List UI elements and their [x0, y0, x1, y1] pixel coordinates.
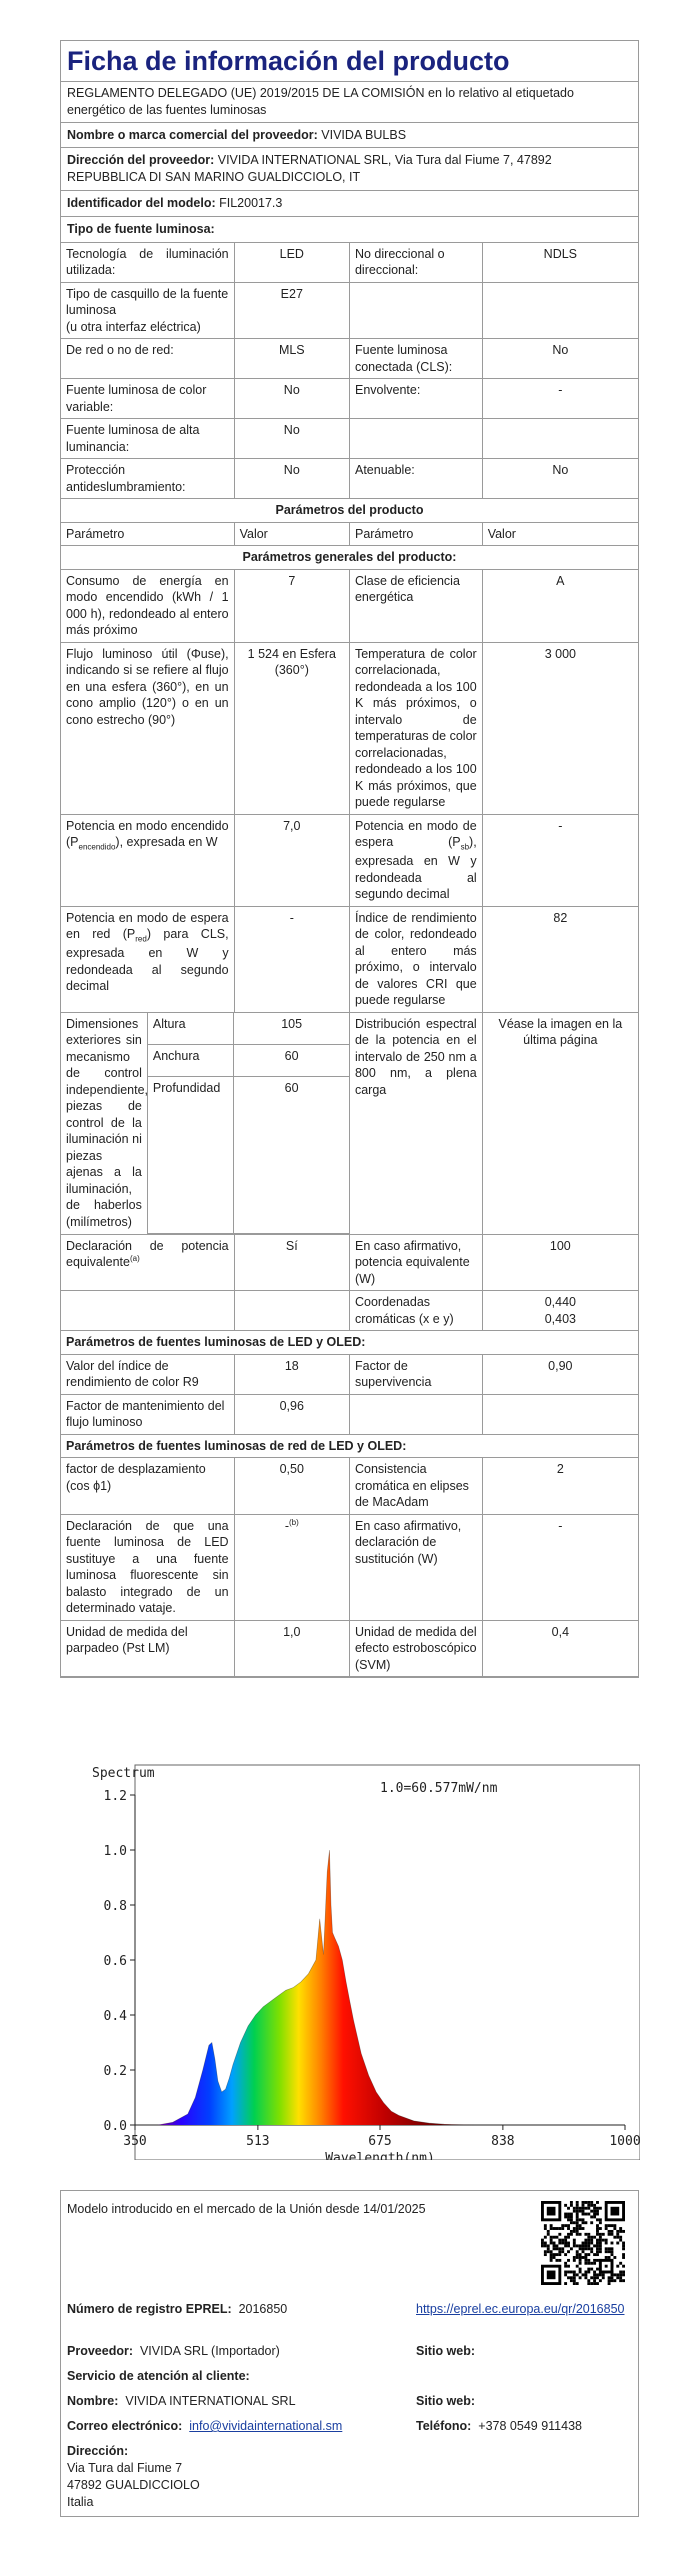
equiv-value: Sí — [234, 1234, 349, 1291]
width-value: 60 — [234, 1044, 349, 1076]
service-name-label: Nombre: — [67, 2394, 119, 2408]
tech-label: Tecnología de iluminación utilizada: — [61, 242, 234, 282]
source-type-heading — [61, 216, 638, 242]
pnet-label-b: ) para CLS, expresada en W y redondeada al segundo decimal — [66, 927, 229, 994]
led-params-title: Parámetros de fuentes luminosas de LED y OLED: — [61, 1331, 638, 1355]
mains-label: De red o no de red: — [61, 339, 234, 379]
maint-value: 0,96 — [234, 1394, 349, 1434]
equiv-w-label: En caso afirmativo, potencia equivalente (W) — [349, 1234, 482, 1291]
pnet-value: - — [234, 906, 349, 1012]
y-tick-label: 0.2 — [103, 2064, 127, 2079]
disp-label: factor de desplazamiento (cos ϕ1) — [61, 1458, 234, 1515]
table-row — [61, 1394, 638, 1434]
table-row — [61, 459, 638, 499]
tech-value: LED — [234, 242, 349, 282]
pnet-label — [61, 906, 234, 1012]
disp-value: 0,50 — [234, 1458, 349, 1515]
strobo-value: 0,4 — [482, 1620, 638, 1677]
address-line2: 47892 GUALDICCIOLO — [67, 2477, 200, 2492]
flicker-label: Unidad de medida del parpadeo (Pst LM) — [61, 1620, 234, 1677]
macadam-label: Consistencia cromática en elipses de MacAdam — [349, 1458, 482, 1515]
dim-value: No — [482, 459, 638, 499]
mains-led-params-title: Parámetros de fuentes luminosas de red de LED y OLED: — [61, 1434, 638, 1458]
cap-value: E27 — [234, 282, 349, 339]
email-label: Correo electrónico: — [67, 2419, 183, 2433]
eprel-link[interactable]: https://eprel.ec.europa.eu/qr/2016850 — [416, 2302, 625, 2316]
footer-supplier-label: Proveedor: — [67, 2344, 133, 2358]
surv-label: Factor de supervivencia — [349, 1354, 482, 1394]
pnet-label-a: Potencia en modo de espera en red (P — [66, 910, 229, 942]
email-link[interactable]: info@vividainternational.sm — [189, 2419, 343, 2433]
phone-value: +378 0549 911438 — [478, 2419, 582, 2433]
supplier-address-row — [61, 147, 638, 190]
psb-value: - — [482, 814, 638, 906]
empty-cell — [349, 1394, 482, 1434]
service-web-label — [416, 2393, 475, 2410]
x-axis-label: Wavelength(nm) — [325, 2151, 435, 2160]
glare-value: No — [234, 459, 349, 499]
cap-label-note: (u otra interfaz eléctrica) — [66, 319, 201, 334]
email-row — [67, 2418, 342, 2435]
table-row — [61, 1434, 638, 1458]
spectrum-area — [158, 1850, 475, 2125]
table-row — [61, 546, 638, 570]
table-row — [61, 1458, 638, 1515]
table-row — [61, 339, 638, 379]
source-type-table — [61, 242, 638, 1678]
psb-label-b: ), expresada en W y redondeada al segundo decimal — [354, 835, 477, 902]
service-name-row — [67, 2393, 296, 2410]
x-tick-label: 675 — [368, 2134, 392, 2149]
empty-cell — [61, 1291, 234, 1331]
market-intro-text: Modelo introducido en el mercado de la Unión desde 14/01/2025 — [67, 2202, 426, 2216]
pon-label-b: ), expresada en W — [115, 835, 218, 850]
energy-label: Consumo de energía en modo encendido (kWh / 1 000 h), redondeado al entero más próximo — [61, 569, 234, 642]
chart-marks — [158, 1850, 475, 2125]
table-row — [61, 1354, 638, 1394]
y-tick-label: 0.0 — [103, 2119, 127, 2134]
dims-table — [61, 1013, 349, 1234]
y-tick-label: 1.2 — [103, 1789, 127, 1804]
source-type-heading-text: Tipo de fuente luminosa: — [67, 222, 215, 236]
page-title: Ficha de información del producto — [67, 46, 510, 76]
model-id-label: Identificador del modelo: — [67, 196, 216, 211]
model-id-value: FIL20017.3 — [219, 196, 283, 211]
env-label: Envolvente: — [349, 379, 482, 419]
depth-label: Profundidad — [147, 1076, 233, 1233]
chroma-y: 0,403 — [544, 1311, 576, 1326]
flux-value: 1 524 en Esfera (360°) — [234, 642, 349, 814]
colour-label: Fuente luminosa de color variable: — [61, 379, 234, 419]
cri-value: 82 — [482, 906, 638, 1012]
y-tick-label: 0.6 — [103, 1954, 127, 1969]
table-row — [61, 419, 638, 459]
spd-value: Véase la imagen en la última página — [482, 1012, 638, 1234]
footer-supplier-row — [67, 2343, 280, 2360]
table-row — [61, 814, 638, 906]
table-row — [61, 906, 638, 1012]
empty-cell — [482, 282, 638, 339]
cap-label-text: Tipo de casquillo de la fuente luminosa — [66, 286, 229, 318]
table-row — [61, 1291, 638, 1331]
pnet-sub: red — [135, 934, 147, 944]
col-param-header: Parámetro — [61, 522, 234, 546]
class-value: A — [482, 569, 638, 642]
y-tick-label: 0.8 — [103, 1899, 127, 1914]
hl-value: No — [234, 419, 349, 459]
psb-label — [349, 814, 482, 906]
equiv-label — [61, 1234, 234, 1291]
dims-label: Dimensiones exteriores sin mecanismo de control independiente, piezas de control de la iluminación ni piezas ajenas a la iluminación, de haberlos (milímetros) — [61, 1013, 147, 1234]
dims-cell — [61, 1012, 349, 1234]
table-row — [61, 1514, 638, 1620]
chart-annotation: 1.0=60.577mW/nm — [380, 1781, 498, 1796]
eprel-label: Número de registro EPREL: — [67, 2302, 232, 2316]
pon-label — [61, 814, 234, 906]
pon-label-a: Potencia en modo encendido (P — [66, 818, 229, 850]
colour-value: No — [234, 379, 349, 419]
table-row — [61, 569, 638, 642]
spectrum-chart — [80, 1760, 640, 2160]
customer-service-heading — [67, 2368, 250, 2385]
equiv-label-text: Declaración de potencia equivalente — [66, 1238, 229, 1270]
regulation-text: REGLAMENTO DELEGADO (UE) 2019/2015 DE LA COMISIÓN en lo relativo al etiquetado energético de las fuentes luminosas — [61, 81, 638, 122]
cap-label — [61, 282, 234, 339]
macadam-value: 2 — [482, 1458, 638, 1515]
repl-w-label: En caso afirmativo, declaración de sustitución (W) — [349, 1514, 482, 1620]
cls-value: No — [482, 339, 638, 379]
cct-value: 3 000 — [482, 642, 638, 814]
empty-cell — [234, 1291, 349, 1331]
x-tick-label: 513 — [246, 2134, 270, 2149]
col-param-header: Parámetro — [349, 522, 482, 546]
flicker-value: 1,0 — [234, 1620, 349, 1677]
table-row — [61, 242, 638, 282]
table-row — [61, 642, 638, 814]
footer-info-box — [60, 2190, 639, 2517]
dim-label: Atenuable: — [349, 459, 482, 499]
psb-sub: sb — [460, 842, 470, 852]
table-row — [61, 1620, 638, 1677]
r9-value: 18 — [234, 1354, 349, 1394]
footer-web-label-text: Sitio web: — [416, 2344, 476, 2358]
empty-cell — [349, 282, 482, 339]
col-value-header: Valor — [234, 522, 349, 546]
supplier-name-row — [61, 122, 638, 148]
equiv-footnote: (a) — [129, 1254, 140, 1264]
supplier-address-label: Dirección del proveedor: — [67, 153, 215, 168]
glare-label: Protección antideslumbramiento: — [61, 459, 234, 499]
footer-supplier-value: VIVIDA SRL (Importador) — [139, 2344, 280, 2358]
empty-cell — [349, 419, 482, 459]
psb-label-a: Potencia en modo de espera (P — [354, 818, 477, 850]
service-web-label-text: Sitio web: — [416, 2394, 476, 2408]
repl-value-text: - — [284, 1519, 289, 1534]
nondir-label: No direccional o direccional: — [349, 242, 482, 282]
cri-label: Índice de rendimiento de color, redondeado al entero más próximo, o intervalo de valores CRI que puede regularse — [349, 906, 482, 1012]
supplier-name-label: Nombre o marca comercial del proveedor: — [67, 127, 318, 142]
repl-w-value: - — [482, 1514, 638, 1620]
energy-value: 7 — [234, 569, 349, 642]
cls-label: Fuente luminosa conectada (CLS): — [349, 339, 482, 379]
spd-label: Distribución espectral de la potencia en el intervalo de 250 nm a 800 nm, a plena carga — [349, 1012, 482, 1234]
equiv-w-value: 100 — [482, 1234, 638, 1291]
table-row — [61, 522, 638, 546]
eprel-value: 2016850 — [238, 2302, 288, 2316]
repl-value — [234, 1514, 349, 1620]
depth-value: 60 — [234, 1076, 349, 1233]
address-line3: Italia — [67, 2494, 94, 2509]
address-line1: Via Tura dal Fiume 7 — [67, 2460, 183, 2475]
class-label: Clase de eficiencia energética — [349, 569, 482, 642]
table-row — [61, 1234, 638, 1291]
supplier-address-value: VIVIDA INTERNATIONAL SRL, Via Tura dal Fiume 7, 47892 REPUBBLICA DI SAN MARINO GUALDICCIOLO, IT — [67, 153, 552, 185]
height-value: 105 — [234, 1013, 349, 1044]
eprel-row — [67, 2301, 287, 2318]
strobo-label: Unidad de medida del efecto estroboscópico (SVM) — [349, 1620, 482, 1677]
supplier-name-value: VIVIDA BULBS — [321, 127, 407, 142]
table-row — [61, 1012, 638, 1234]
pon-sub: encendido — [78, 842, 116, 852]
table-row — [61, 282, 638, 339]
y-tick-label: 0.4 — [103, 2009, 127, 2024]
x-tick-label: 1000 — [609, 2134, 640, 2149]
mains-value: MLS — [234, 339, 349, 379]
maint-label: Factor de mantenimiento del flujo luminoso — [61, 1394, 234, 1434]
qr-code-icon[interactable] — [541, 2201, 625, 2285]
pon-value: 7,0 — [234, 814, 349, 906]
phone-row — [416, 2418, 582, 2435]
surv-value: 0,90 — [482, 1354, 638, 1394]
footer-web-label — [416, 2343, 475, 2360]
phone-label: Teléfono: — [416, 2419, 472, 2433]
service-name-value: VIVIDA INTERNATIONAL SRL — [125, 2394, 296, 2408]
general-params-title: Parámetros generales del producto: — [61, 546, 638, 570]
product-info-sheet — [60, 40, 639, 1678]
table-row — [61, 1013, 349, 1044]
y-tick-label: 1.0 — [103, 1844, 127, 1859]
flux-label: Flujo luminoso útil (Φuse), indicando si se refiere al flujo en una esfera (360°), en un cono amplio (120°) o en un cono estrecho (90°) — [61, 642, 234, 814]
chroma-x: 0,440 — [544, 1295, 576, 1310]
table-row — [61, 1331, 638, 1355]
customer-service-text: Servicio de atención al cliente: — [67, 2369, 250, 2383]
cct-label: Temperatura de color correlacionada, redondeada a los 100 K más próximos, o intervalo de temperaturas de color correlacionadas, redondeado a los 100 K más próximos, que puede regularse — [349, 642, 482, 814]
repl-label: Declaración de que una fuente luminosa de LED sustituye a una fuente luminosa fluorescente sin balasto integrado de un determinado vataje. — [61, 1514, 234, 1620]
address-label: Dirección: — [67, 2444, 129, 2458]
chart-title: Spectrum — [92, 1766, 155, 1781]
x-tick-label: 838 — [491, 2134, 515, 2149]
params-section-title: Parámetros del producto — [61, 499, 638, 523]
chroma-label: Coordenadas cromáticas (x e y) — [349, 1291, 482, 1331]
height-label: Altura — [147, 1013, 233, 1044]
x-tick-label: 350 — [123, 2134, 147, 2149]
empty-cell — [482, 419, 638, 459]
chroma-value — [482, 1291, 638, 1331]
address-block — [67, 2443, 200, 2511]
table-row — [61, 379, 638, 419]
r9-label: Valor del índice de rendimiento de color R9 — [61, 1354, 234, 1394]
repl-footnote: (b) — [288, 1517, 299, 1527]
table-row — [61, 499, 638, 523]
nondir-value: NDLS — [482, 242, 638, 282]
model-id-row — [61, 190, 638, 216]
col-value-header: Valor — [482, 522, 638, 546]
hl-label: Fuente luminosa de alta luminancia: — [61, 419, 234, 459]
spectrum-chart-svg — [80, 1760, 640, 2160]
empty-cell — [482, 1394, 638, 1434]
width-label: Anchura — [147, 1044, 233, 1076]
env-value: - — [482, 379, 638, 419]
